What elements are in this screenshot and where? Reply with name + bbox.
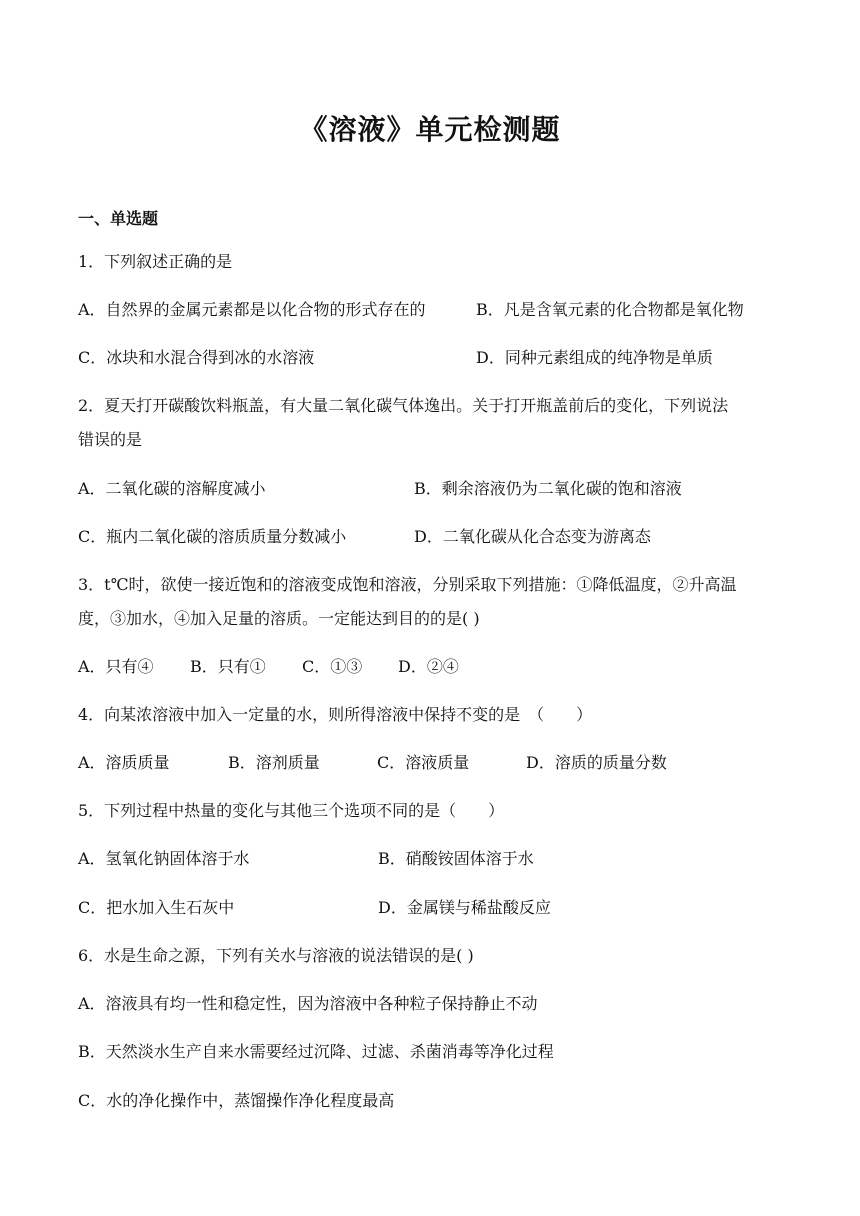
question-5-stem: 5．下列过程中热量的变化与其他三个选项不同的是（ ） [78,801,505,820]
section-heading: 一、单选题 [78,209,159,228]
question-3-option-a: A．只有④ [78,657,154,676]
question-6-option-a: A．溶液具有均一性和稳定性，因为溶液中各种粒子保持静止不动 [78,994,538,1013]
question-3-option-b: B．只有① [190,657,266,676]
page-title: 《溶液》单元检测题 [299,113,561,146]
question-4-option-c: C．溶液质量 [377,753,470,772]
question-4-option-d: D．溶质的质量分数 [526,753,667,772]
question-6-stem: 6．水是生命之源，下列有关水与溶液的说法错误的是( ) [78,946,474,965]
question-4-option-a: A．溶质质量 [78,753,170,772]
question-2-stem-line-2: 错误的是 [78,430,143,449]
question-2-stem-line-1: 2．夏天打开碳酸饮料瓶盖，有大量二氧化碳气体逸出。关于打开瓶盖前后的变化，下列说法 [78,396,729,415]
question-1-stem: 1．下列叙述正确的是 [78,252,233,271]
question-6-option-c: C．水的净化操作中，蒸馏操作净化程度最高 [78,1091,395,1110]
question-2-option-d: D．二氧化碳从化合态变为游离态 [414,527,651,546]
question-3-stem-line-1: 3．t℃时，欲使一接近饱和的溶液变成饱和溶液，分别采取下列措施：①降低温度，②升高温 [78,575,737,594]
question-1-option-c: C．冰块和水混合得到冰的水溶液 [78,348,315,367]
question-2-option-b: B．剩余溶液仍为二氧化碳的饱和溶液 [414,479,682,498]
question-5-option-c: C．把水加入生石灰中 [78,898,235,917]
question-6-option-b: B．天然淡水生产自来水需要经过沉降、过滤、杀菌消毒等净化过程 [78,1042,554,1061]
question-5-option-a: A．氢氧化钠固体溶于水 [78,849,250,868]
question-5-option-b: B．硝酸铵固体溶于水 [378,849,534,868]
question-3-option-c: C．①③ [302,657,363,676]
question-1-option-b: B．凡是含氧元素的化合物都是氧化物 [476,300,744,319]
question-1-option-a: A．自然界的金属元素都是以化合物的形式存在的 [78,300,426,319]
question-2-option-a: A．二氧化碳的溶解度减小 [78,479,266,498]
question-3-stem-line-2: 度，③加水，④加入足量的溶质。一定能达到目的的是( ) [78,609,480,628]
question-2-option-c: C．瓶内二氧化碳的溶质质量分数减小 [78,527,347,546]
question-1-option-d: D．同种元素组成的纯净物是单质 [476,348,713,367]
question-4-option-b: B．溶剂质量 [228,753,320,772]
question-5-option-d: D．金属镁与稀盐酸反应 [378,898,551,917]
question-3-option-d: D．②④ [398,657,459,676]
question-4-stem: 4．向某浓溶液中加入一定量的水，则所得溶液中保持不变的是 （ ） [78,705,593,724]
